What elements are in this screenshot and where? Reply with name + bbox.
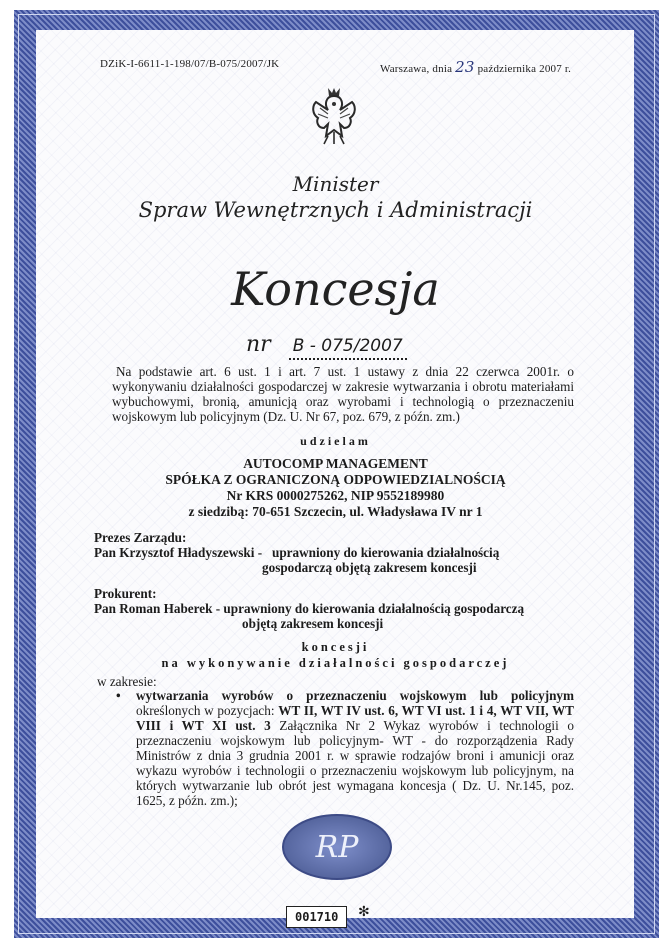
serial-number: 001710 [295, 910, 339, 924]
scope-positions: WT II, WT IV ust. 6, WT VI ust. 1 i 4, WT VII, WT VIII i WT XI ust. 3 [136, 703, 574, 733]
scope-lead: wytwarzania wyrobów o przeznaczeniu wojskowym lub policyjnym [136, 688, 574, 703]
company-legal-form: SPÓŁKA Z OGRANICZONĄ ODPOWIEDZIALNOŚCIĄ [165, 472, 506, 487]
proxy-line-1: Pan Roman Haberek - uprawniony do kierowania działalnością gospodarczą [94, 601, 525, 616]
date-suffix: października 2007 r. [477, 63, 572, 75]
concession-number [246, 332, 407, 360]
authority-title: Minister [292, 172, 379, 196]
serial-number-box [286, 906, 347, 928]
activity-line: na wykonywanie działalności gospodarczej [161, 656, 510, 670]
proxy-heading: Prokurent: [94, 586, 157, 601]
rp-seal [282, 814, 392, 880]
number-value: B - 075/2007 [289, 336, 407, 360]
asterisk-icon: ✻ [358, 905, 370, 920]
board-section [94, 530, 594, 575]
white-eagle-emblem-icon [306, 84, 362, 148]
company-address: z siedzibą: 70-651 Szczecin, ul. Władysława IV nr 1 [188, 504, 483, 519]
legal-basis-paragraph: Na podstawie art. 6 ust. 1 i art. 7 ust. 1 ustawy z dnia 22 czerwca 2001r. o wykonywaniu działalności gospodarczej w zakresie wytwarzania i obrotu materiałami wybuchowymi, bronią, amunicją oraz wyrobami i technologią o przeznaczeniu wojskowym lub policyjnym (Dz. U. Nr 67, poz. 679, z późn. zm.) [112, 364, 574, 424]
board-line-2: gospodarczą objętą zakresem koncesji [262, 560, 477, 575]
reference-number: DZiK-I-6611-1-198/07/B-075/2007/JK [100, 58, 280, 70]
scope-item [116, 688, 574, 808]
grant-word: udzielam [300, 434, 371, 448]
scope-text-2: Załącznika Nr 2 Wykaz wyrobów i technologii o przeznaczeniu wojskowym lub policyjnym- WT - do rozporządzenia Rady Ministrów z dnia 3 grudnia 2001 r. w sprawie rodzajów broni i amunicji oraz wykazu wyrobów i technologii o przeznaczeniu wojskowym lub policyjnym, na których wytwarzanie lub obrót jest wymagana koncesja ( Dz. U. Nr.145, poz. 1625, z późn. zm.); [136, 718, 575, 808]
proxy-line-2: objętą zakresem koncesji [242, 616, 384, 631]
company-block [0, 456, 671, 520]
authority-ministry: Spraw Wewnętrznych i Administracji [138, 198, 533, 222]
company-name: AUTOCOMP MANAGEMENT [243, 456, 428, 471]
seal-monogram: RP [315, 829, 359, 865]
board-heading: Prezes Zarządu: [94, 530, 187, 545]
company-registry: Nr KRS 0000275262, NIP 9552189980 [226, 488, 445, 503]
date-day: 23 [455, 58, 475, 76]
scope-list [116, 688, 574, 808]
board-line-1: Pan Krzysztof Hładyszewski - uprawniony do kierowania działalnością [94, 545, 500, 560]
concession-word: koncesji [301, 640, 370, 654]
bullet-icon: • [116, 688, 121, 703]
proxy-section [94, 586, 594, 631]
document-title: Koncesja [231, 262, 440, 316]
document-date [380, 58, 571, 76]
scope-label: w zakresie: [97, 674, 157, 689]
nr-prefix: nr [246, 332, 271, 357]
date-prefix: Warszawa, dnia [380, 63, 453, 75]
scope-text-1: określonych w pozycjach: [136, 703, 279, 718]
